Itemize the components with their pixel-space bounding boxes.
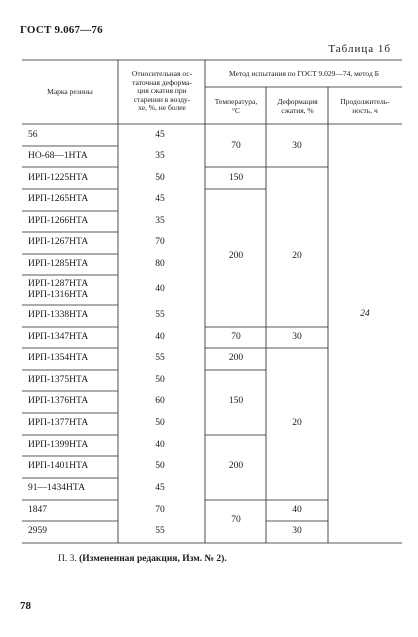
header-method: [207, 70, 401, 79]
header-compression-line: сжатия, %: [281, 105, 314, 115]
page-number: 78: [20, 600, 31, 612]
grade-cell: ИРП-1316НТА: [28, 290, 89, 300]
header-temperature-line: °С: [231, 105, 240, 115]
grade-cell: ИРП-1338НТА: [28, 310, 89, 320]
header-grade: [24, 88, 116, 97]
compression-cell: 20: [292, 418, 302, 428]
deformation-cell: 50: [155, 418, 165, 428]
footnote-text: (Измененная редакция, Изм. № 2).: [79, 554, 227, 564]
deformation-cell: 55: [155, 526, 165, 536]
footnote: [58, 554, 227, 564]
grade-cell: 91—1434НТА: [28, 483, 86, 493]
table-label: Таблица 1б: [328, 43, 391, 55]
duration-cell: 24: [360, 309, 370, 319]
header-duration-line: ность, ч: [352, 105, 378, 115]
grade-cell: ИРП-1265НТА: [28, 194, 89, 204]
deformation-cell: 40: [155, 440, 165, 450]
footnote-prefix: П. 3.: [58, 554, 77, 564]
deformation-cell: 45: [155, 130, 165, 140]
deformation-cell: 50: [155, 173, 165, 183]
grade-cell: ИРП-1285НТА: [28, 259, 89, 269]
standard-code: ГОСТ 9.067—76: [20, 24, 103, 36]
header-deformation: [120, 70, 204, 113]
compression-cell: 30: [292, 332, 302, 342]
grade-cell: ИРП-1287НТА: [28, 279, 89, 289]
deformation-cell: 80: [155, 259, 165, 269]
header-grade-text: Марка резины: [47, 87, 93, 96]
header-temperature: [206, 98, 266, 115]
header-duration-line: Продолжитель-: [340, 97, 390, 106]
header-deformation-line: таточная деформа-: [132, 77, 192, 87]
deformation-cell: 45: [155, 483, 165, 493]
temperature-cell: 200: [228, 353, 244, 363]
deformation-cell: 70: [155, 505, 165, 515]
grade-cell: ИРП-1375НТА: [28, 375, 89, 385]
grade-cell: ИРП-1401НТА: [28, 461, 89, 471]
grade-cell: 1847: [28, 505, 47, 515]
grade-cell: ИРП-1376НТА: [28, 396, 89, 406]
header-compression-line: Деформация: [277, 97, 318, 106]
temperature-cell: 70: [231, 332, 241, 342]
deformation-cell: 50: [155, 461, 165, 471]
deformation-cell: 50: [155, 375, 165, 385]
deformation-cell: 40: [155, 332, 165, 342]
deformation-cell: 35: [155, 151, 165, 161]
deformation-cell: 70: [155, 237, 165, 247]
temperature-cell: 70: [231, 141, 241, 151]
temperature-cell: 200: [228, 251, 244, 261]
header-method-text: Метод испытания по ГОСТ 9.029—74, метод Б: [229, 69, 379, 78]
grade-cell: ИРП-1266НТА: [28, 216, 89, 226]
grade-cell: 56: [28, 130, 38, 140]
deformation-cell: 55: [155, 353, 165, 363]
deformation-cell: 45: [155, 194, 165, 204]
header-temperature-line: Температура,: [214, 97, 258, 106]
deformation-cell: 35: [155, 216, 165, 226]
header-duration: [329, 98, 401, 115]
deformation-cell: 60: [155, 396, 165, 406]
compression-cell: 20: [292, 251, 302, 261]
temperature-cell: 150: [228, 173, 244, 183]
grade-cell: ИРП-1347НТА: [28, 332, 89, 342]
grade-cell: 2959: [28, 526, 47, 536]
header-compression: [267, 98, 328, 115]
grade-cell: НО-68—1НТА: [28, 151, 88, 161]
grade-cell: ИРП-1399НТА: [28, 440, 89, 450]
deformation-cell: 55: [155, 310, 165, 320]
deformation-cell: 40: [155, 284, 165, 294]
grade-cell: ИРП-1225НТА: [28, 173, 89, 183]
temperature-cell: 70: [231, 515, 241, 525]
temperature-cell: 200: [228, 461, 244, 471]
compression-cell: 30: [292, 141, 302, 151]
grade-cell: ИРП-1267НТА: [28, 237, 89, 247]
grade-cell: ИРП-1377НТА: [28, 418, 89, 428]
header-deformation-line: ция сжатия при: [137, 86, 187, 95]
header-deformation-line: старении в возду-: [133, 94, 191, 104]
temperature-cell: 150: [228, 396, 244, 406]
grade-cell: ИРП-1354НТА: [28, 353, 89, 363]
compression-cell: 30: [292, 526, 302, 536]
header-deformation-line: Относительная ос-: [131, 69, 193, 78]
header-deformation-line: хе, %, не более: [138, 103, 186, 112]
compression-cell: 40: [292, 505, 302, 515]
